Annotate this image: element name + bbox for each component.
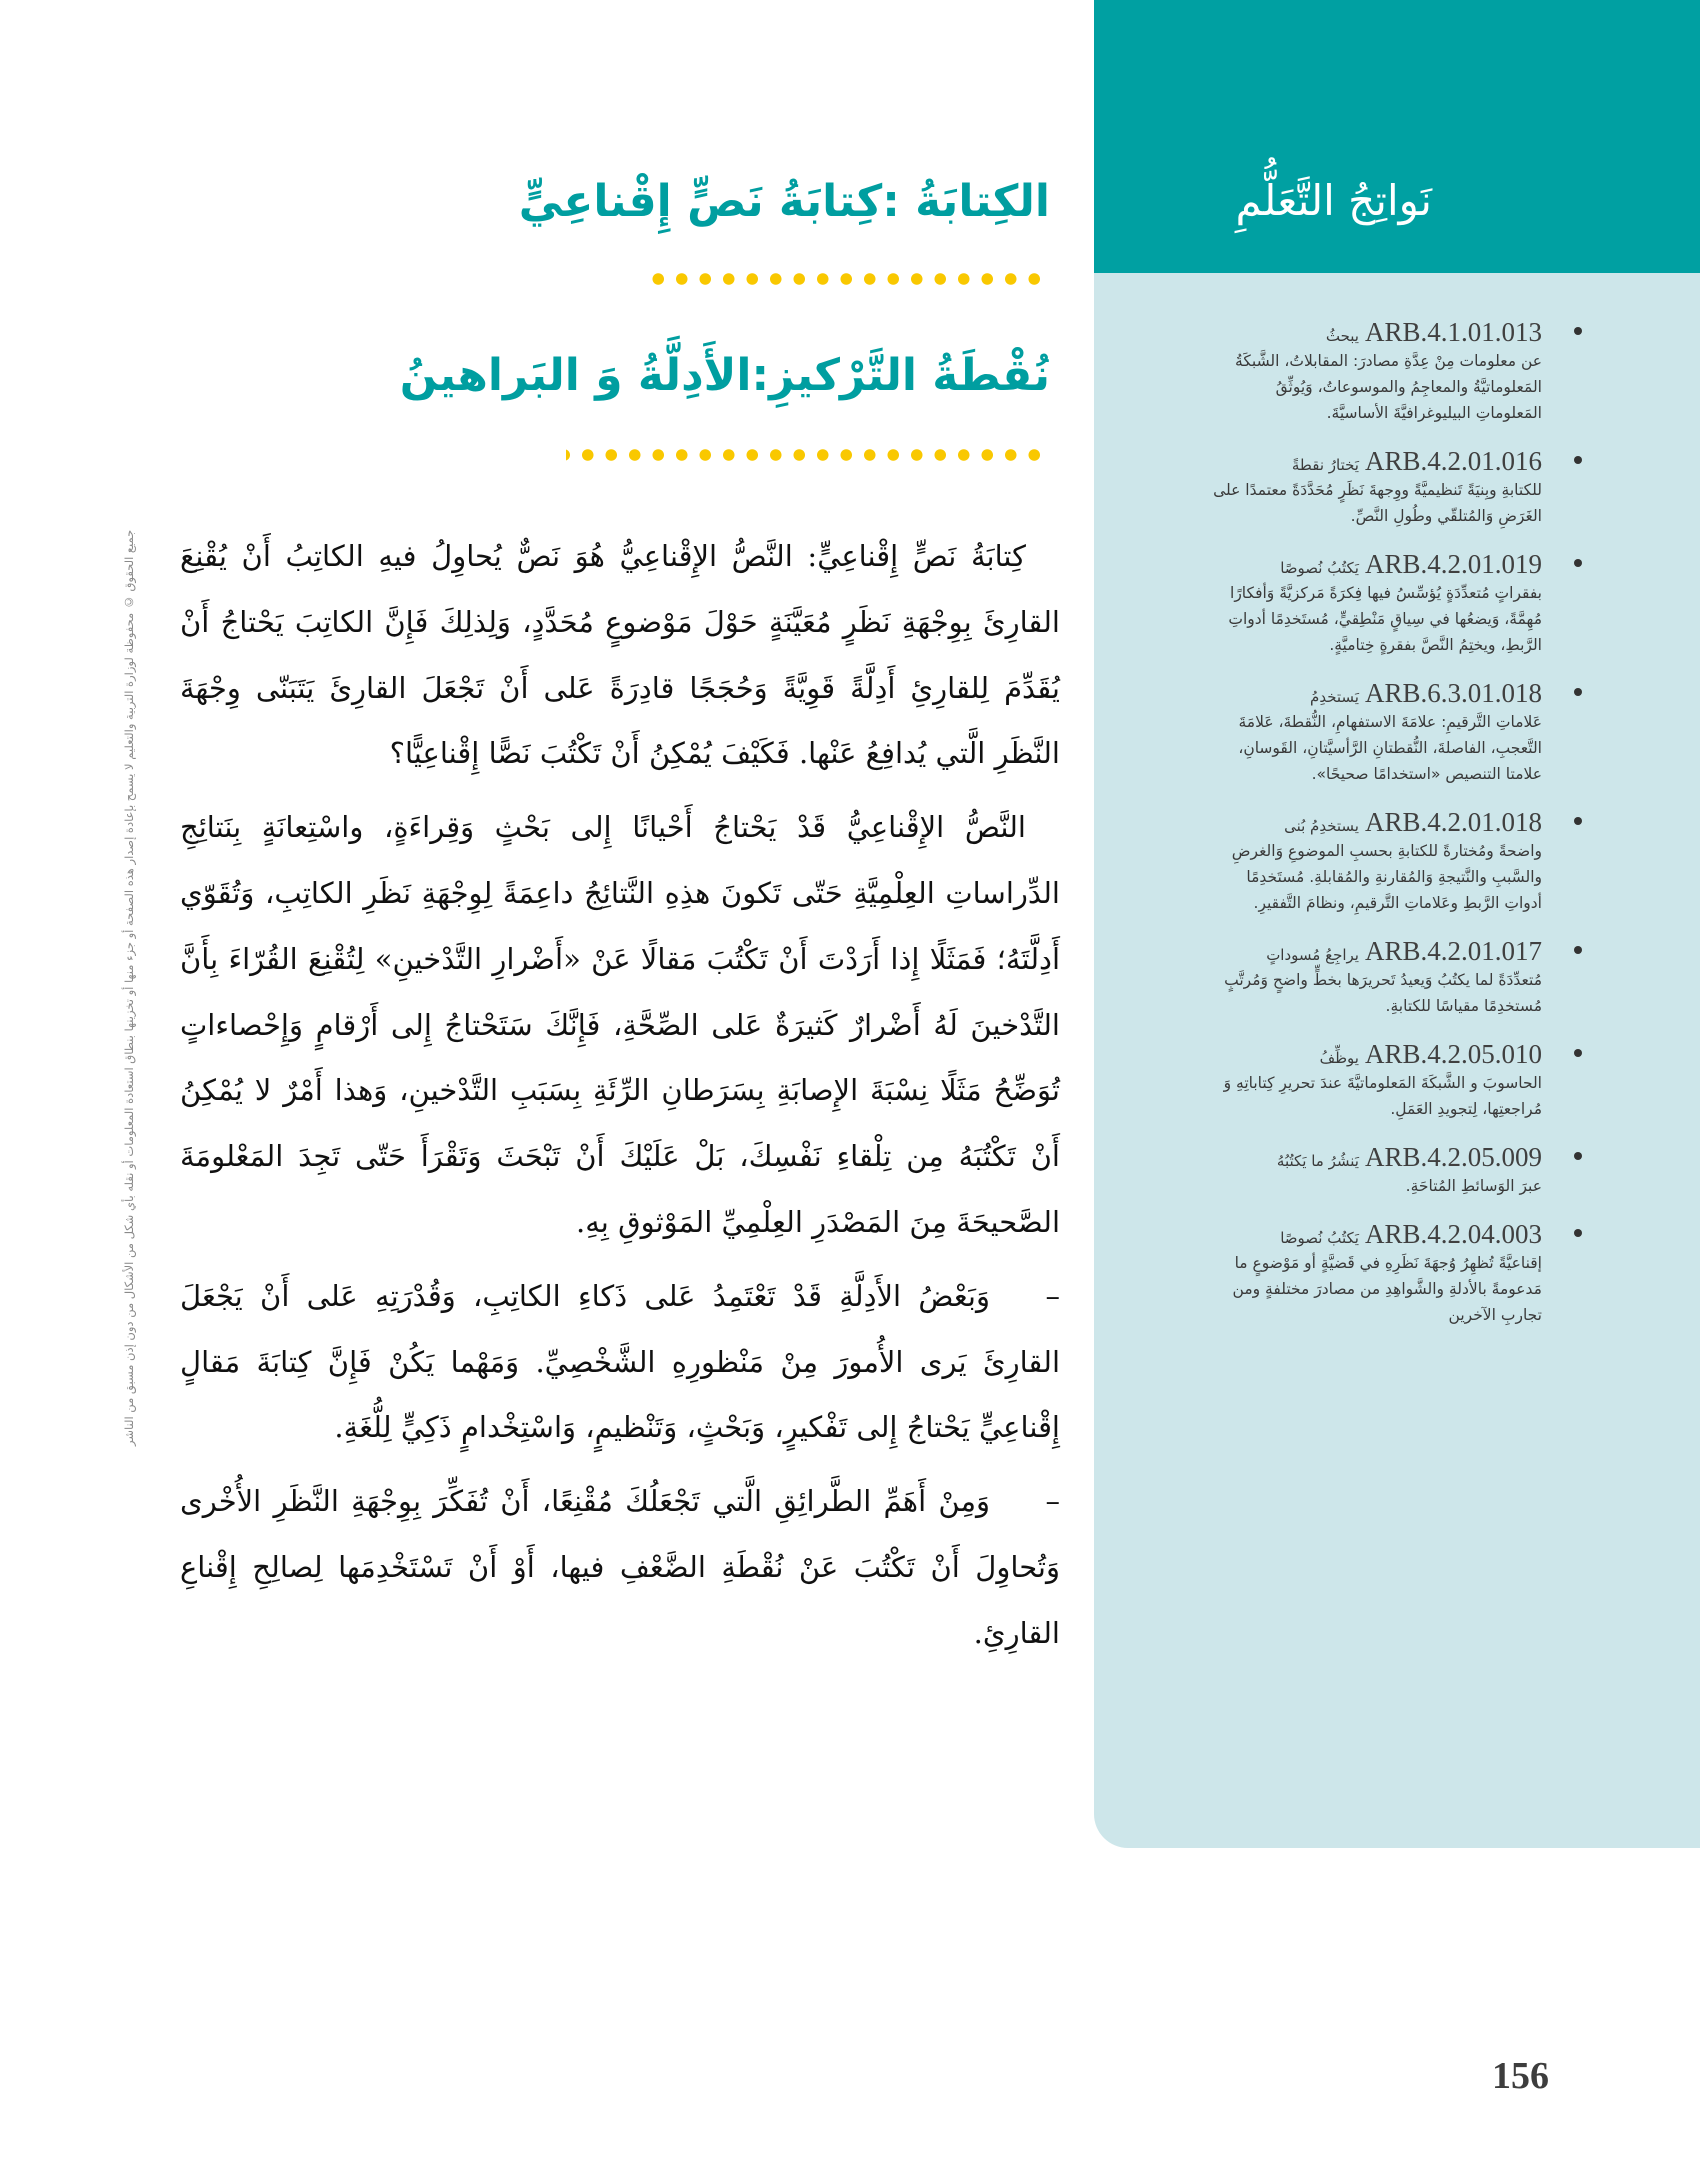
outcome-verb: يَختارُ نقطةً [1291,456,1359,474]
outcome-verb: يَكتُبُ نُصوصًا [1280,1229,1359,1247]
learning-outcomes-title: نَواتِجُ التَّعَلُّمِ [1235,176,1432,225]
paragraph [180,1264,1060,1461]
outcome-description: بفقراتٍ مُتعدِّدَةٍ يُؤسِّسُ فيها فِكرَةً مَركزيَّةً وَأفكارًا مُهِمَّةً، وَيضعُها في سِياقٍ مَنْطِقيٍّ، مُستَخدِمًا أدواتِ الرَّبطِ، ويختِمُ النَّصَّ بفقرةٍ خِتاميَّةٍ. [1228,584,1542,654]
outcome-verb: يبحثُ [1325,327,1359,345]
paragraph [180,795,1060,1256]
body-text [180,524,1060,1667]
paragraph-text: كِتابَةُ نَصٍّ إِقْناعِيٍّ: النَّصُّ الإِقْناعِيُّ هُوَ نَصٌّ يُحاوِلُ فيهِ الكاتِبُ أَنْ يُقْنِعَ القارِئَ بِوِجْهَةِ نَظَرٍ مُعَيَّنَةٍ حَوْلَ مَوْضوعٍ مُحَدَّدٍ، وَلِذلِكَ فَإِنَّ الكاتِبَ يَحْتاجُ أَنْ يُقَدِّمَ لِلقارِئِ أَدِلَّةً قَوِيَّةً وَحُجَجًا قادِرَةً عَلى أَنْ تَجْعَلَ القارِئَ يَتَبَنّى وِجْهَةَ النَّظَرِ الَّتي يُدافِعُ عَنْها. فَكَيْفَ يُمْكِنُ أَنْ تَكْتُبَ نَصًّا إِقْناعِيًّا؟ [180,539,1060,771]
bullet-icon [1574,1229,1582,1237]
bullet-icon [1574,327,1582,335]
paragraph [180,1469,1060,1666]
paragraph-text: وَبَعْضُ الأَدِلَّةِ قَدْ تَعْتَمِدُ عَلى ذَكاءِ الكاتِبِ، وَقُدْرَتِهِ عَلى أَنْ يَجْعَلَ القارِئَ يَرى الأُمورَ مِنْ مَنْظورِهِ الشَّخْصِيِّ. وَمَهْما يَكُنْ فَإِنَّ كِتابَةَ مَقالٍ إِقْناعِيٍّ يَحْتاجُ إِلى تَفْكيرٍ، وَبَحْثٍ، وَتَنْظيمٍ، وَاسْتِخْدامٍ ذَكِيٍّ لِلُّغَةِ. [180,1278,1060,1445]
page-number: 156 [1492,2055,1549,2097]
outcome-verb: يراجِعُ مُسوداتٍ [1266,946,1359,964]
outcome-description: الحاسوبَ و الشَّبكَةَ المَعلوماتيَّةَ عندَ تحريرِ كِتاباتِهِ وَ مُراجعتِها، لِتجويدِ العَمَلِ. [1223,1074,1542,1118]
outcome-verb: يستخدِمُ بُنى [1284,817,1359,835]
outcome-item [1224,936,1700,1019]
outcome-verb: يَكتُبُ نُصوصًا [1280,559,1359,577]
outcome-description: مُتعدِّدَةً لما يكتُبُ وَيعيدُ تَحريرَها بخطٍّ واضحٍ وَمُرتَّبٍ مُستخدِمًا مقياسًا للكتابةِ. [1224,971,1542,1015]
outcome-description: عبرَ الوَسائطِ المُتاحَةِ. [1405,1177,1542,1195]
bullet-icon [1574,1049,1582,1057]
bullet-icon [1574,688,1582,696]
paragraph [180,524,1060,787]
learning-outcomes-header [1094,0,1700,273]
dash-marker: – [1045,1484,1060,1519]
copyright-notice: جميع الحقوق © محفوظة لوزارة التربية والتعليم لا يسمح بإعادة إصدار هذه الصفحة أو جزء منها أو تخزينها بنطاق استعادة المعلومات أو نقله بأي شكل من الأشكال من دون إذن مسبق من الناشر [122,530,136,1447]
outcome-code: ARB.6.3.01.018 [1364,678,1542,708]
paragraph-text: وَمِنْ أَهَمِّ الطَّرائِقِ الَّتي تَجْعَلُكَ مُقْنِعًا، أَنْ تُفَكِّرَ بِوِجْهَةِ النَّظَرِ الأُخْرى وَتُحاوِلَ أَنْ تَكْتُبَ عَنْ نُقْطَةِ الضَّعْفِ فيها، أَوْ أَنْ تَسْتَخْدِمَها لِصالِحِ إِقْناعِ القارِئِ. [180,1484,1060,1650]
outcome-verb: يَنشُرُ ما يَكتُبُهُ [1276,1152,1359,1170]
bullet-icon [1574,1152,1582,1160]
bullet-icon [1574,817,1582,825]
outcome-item [1231,807,1700,916]
outcome-code: ARB.4.2.04.003 [1364,1219,1542,1249]
outcome-code: ARB.4.2.01.016 [1364,446,1542,476]
learning-outcomes-panel [1094,0,1700,1848]
outcome-description: عَلاماتِ التَّرقيمِ: علامَةَ الاستفهامِ، النُّقطةَ، عَلامَةَ التَّعجبِ، الفاصلةَ، النُّقطتانِ الرَّأسيَّتانِ، القَوسانِ، علامتا التنصيص «استخدامًا صحيحًا». [1238,713,1542,783]
outcome-verb: يَستخدِمُ [1310,688,1359,706]
outcome-item [1235,317,1700,426]
outcome-item [1228,549,1700,658]
outcome-item [1232,1219,1700,1328]
outcome-item [1223,1039,1700,1122]
bullet-icon [1574,456,1582,464]
outcome-item [1240,678,1700,787]
focus-point-title: نُقْطَةُ التَّرْكيزِ:الأَدِلَّةُ وَ البَراهينُ [399,350,1050,401]
outcome-code: ARB.4.2.01.017 [1364,936,1542,966]
outcome-code: ARB.4.2.05.009 [1364,1142,1542,1172]
outcome-code: ARB.4.2.01.019 [1364,549,1542,579]
outcome-description: واضحةً ومُختارةً للكتابةِ بحسبِ الموضوعِ وَالغرضِ والسَّببِ والنَّتيجةِ وَالمُقارنةِ والمُقابلةِ. مُستَخدِمًا أدواتِ الرَّبطِ وعَلاماتِ التَّرقيمِ، ونظامَ التَّفقيرِ. [1231,842,1542,912]
outcome-description: عن معلومات مِنْ عِدَّةِ مصادرَ: المقابلاتُ، الشَّبكَةُ المَعلوماتيَّةُ والمعاجِمُ والموسوعاتُ، وَيُوثِّقُ المَعلوماتِ البيليوغرافيَّةَ الأساسيَّةَ. [1235,352,1542,422]
bullet-icon [1574,946,1582,954]
outcome-code: ARB.4.1.01.013 [1364,317,1542,347]
outcome-code: ARB.4.2.05.010 [1364,1039,1542,1069]
main-content [180,0,1060,2172]
outcome-description: إقناعيَّةً تُظهِرُ وُجهَةَ نَظَرِهِ في قَضيَّةٍ أو مَوْضوعٍ ما مَدعومةً بالأدلةِ والشَّواهِدِ من مصادرَ مختلفةٍ ومن تجاربِ الآخرين [1232,1254,1542,1324]
outcome-description: للكتابةِ وبِنيَةً تَنظيميَّةً ووِجهةَ نَظَرٍ مُحَدَّدَةً معتمدًا على الغَرَضِ وَالمُتلقّي وطُولِ النَّصِّ. [1213,481,1542,525]
bullet-icon [1574,559,1582,567]
outcome-verb: يوظِّفُ [1319,1049,1359,1067]
outcome-code: ARB.4.2.01.018 [1364,807,1542,837]
dotted-divider [642,273,1046,285]
outcome-item [1240,1142,1700,1199]
learning-outcomes-list [1094,273,1700,1328]
dash-marker: – [1045,1278,1060,1313]
dotted-divider [566,449,1046,461]
section-title: الكِتابَةُ :كِتابَةُ نَصٍّ إِقْناعِيٍّ [518,176,1050,227]
paragraph-text: النَّصُّ الإِقْناعِيُّ قَدْ يَحْتاجُ أَحْيانًا إِلى بَحْثٍ وَقِراءَةٍ، واسْتِعانَةٍ بِنَتائِجِ الدِّراساتِ العِلْمِيَّةِ حَتّى تَكونَ هذِهِ النَّتائِجُ داعِمَةً لِوِجْهَةِ نَظَرِ الكاتِبِ، وَتُقَوّي أَدِلَّتَهُ؛ فَمَثَلًا إِذا أَرَدْتَ أَنْ تَكْتُبَ مَقالًا عَنْ «أَضْرارِ التَّدْخينِ» لِتُقْنِعَ القُرّاءَ بِأَنَّ التَّدْخينَ لَهُ أَضْرارٌ كَثيرَةٌ عَلى الصِّحَّةِ، فَإِنَّكَ سَتَحْتاجُ إِلى أَرْقامٍ وَإِحْصاءاتٍ تُوَضِّحُ مَثَلًا نِسْبَةَ الإِصابَةِ بِسَرَطانِ الرِّئَةِ بِسَبَبِ التَّدْخينِ، وَهذا أَمْرٌ لا يُمْكِنُ أَنْ تَكْتُبَهُ مِن تِلْقاءِ نَفْسِكَ، بَلْ عَلَيْكَ أَنْ تَبْحَثَ وَتَقْرَأَ حَتّى تَجِدَ المَعْلومَةَ الصَّحيحَةَ مِنَ المَصْدَرِ العِلْمِيِّ المَوْثوقِ بِهِ. [180,810,1060,1239]
outcome-item [1213,446,1700,529]
